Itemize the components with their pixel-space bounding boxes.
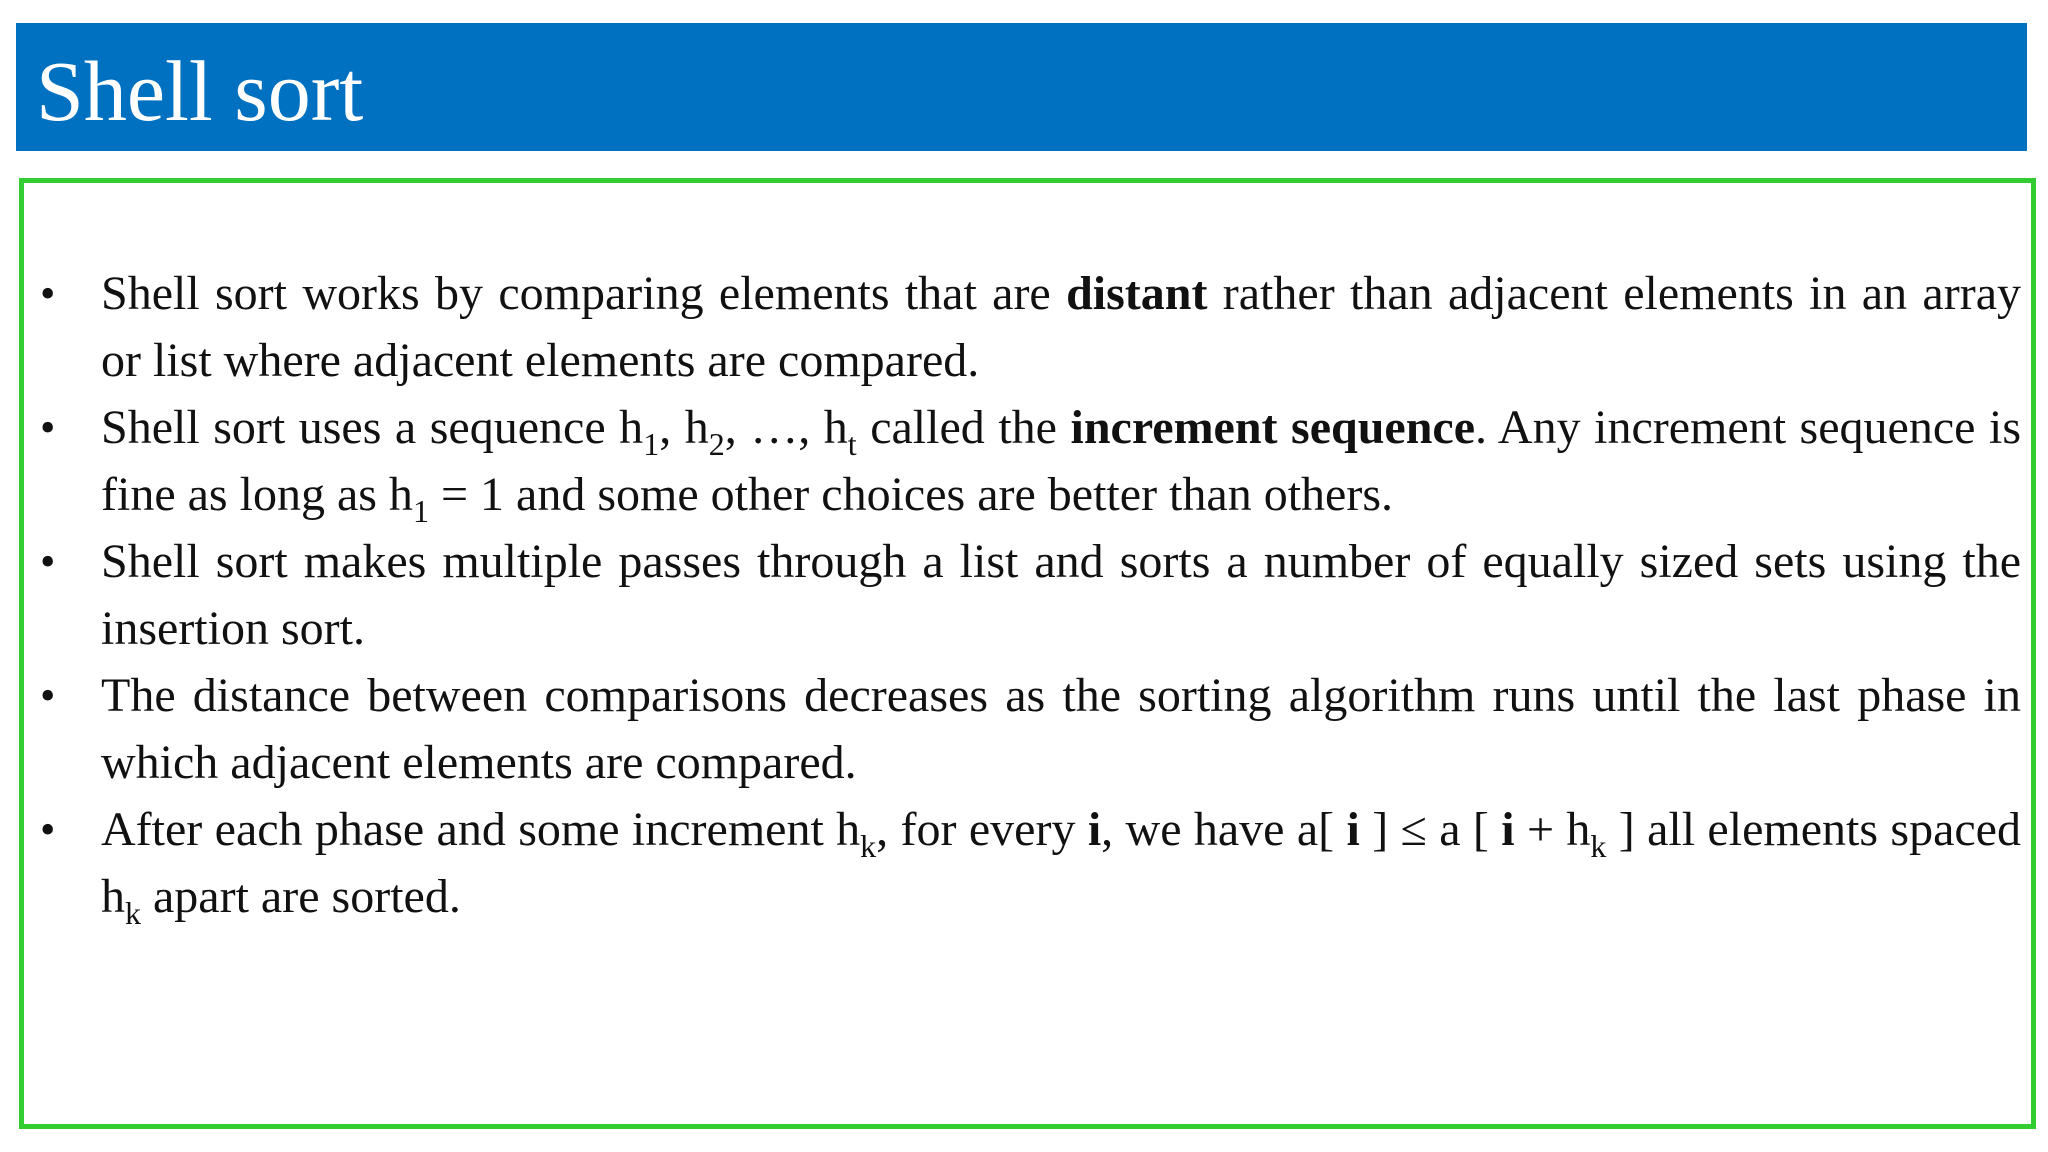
bullet-list xyxy=(24,260,2031,930)
bullet-icon: • xyxy=(40,671,56,720)
bullet-text: called the xyxy=(856,401,1071,454)
bullet-text: The distance between comparisons decreases as the sorting algorithm runs until the last phase in which adjacent elements are compared. xyxy=(101,669,2021,789)
bullet-text: rather than adjacent elements in an array or list where adjacent elements are compared. xyxy=(101,267,2021,387)
bold-term: i xyxy=(1501,803,1515,856)
bullet-text: apart are sorted. xyxy=(141,870,461,923)
bullet-text: Shell sort makes multiple passes through a list and sorts a number of equally sized sets using the insertion sort. xyxy=(101,535,2021,655)
bullet-text: , for every xyxy=(876,803,1088,856)
subscript: k xyxy=(860,828,877,864)
subscript: 1 xyxy=(643,426,660,462)
bullet-text: = 1 and some other choices are better than others. xyxy=(428,468,1393,521)
bullet-text: ] ≤ a [ xyxy=(1359,803,1502,856)
bullet-text: , h xyxy=(659,401,709,454)
subscript: t xyxy=(847,426,857,462)
subscript: 1 xyxy=(412,493,429,529)
bullet-icon: • xyxy=(40,805,56,854)
slide-title: Shell sort xyxy=(36,43,364,139)
bullet-text: , …, h xyxy=(724,401,848,454)
bullet-icon: • xyxy=(40,537,56,586)
bullet-icon: • xyxy=(40,403,56,452)
bullet-text: + h xyxy=(1514,803,1591,856)
title-bar xyxy=(16,23,2027,151)
bullet-text: Shell sort uses a sequence h xyxy=(101,401,644,454)
bullet-text: , we have a[ xyxy=(1101,803,1347,856)
bullet-text: ] all elements spaced h xyxy=(101,803,2021,923)
bullet-item xyxy=(24,394,2031,528)
subscript: 2 xyxy=(708,426,725,462)
bold-term: i xyxy=(1087,803,1102,856)
subscript: k xyxy=(1590,828,1607,864)
bullet-item xyxy=(24,662,2031,796)
bullet-text: Shell sort works by comparing elements that are xyxy=(101,267,1067,320)
bold-term: distant xyxy=(1066,267,1208,320)
bullet-item xyxy=(24,796,2031,930)
bullet-icon: • xyxy=(40,269,56,318)
subscript: k xyxy=(125,895,141,931)
bullet-text: . Any increment sequence is fine as long as h xyxy=(101,401,2021,521)
bold-term: increment sequence xyxy=(1070,401,1476,454)
bullet-item xyxy=(24,528,2031,662)
bullet-text: After each phase and some increment h xyxy=(101,803,861,856)
bold-term: i xyxy=(1346,803,1360,856)
bullet-item xyxy=(24,260,2031,394)
content-box xyxy=(19,178,2036,1129)
